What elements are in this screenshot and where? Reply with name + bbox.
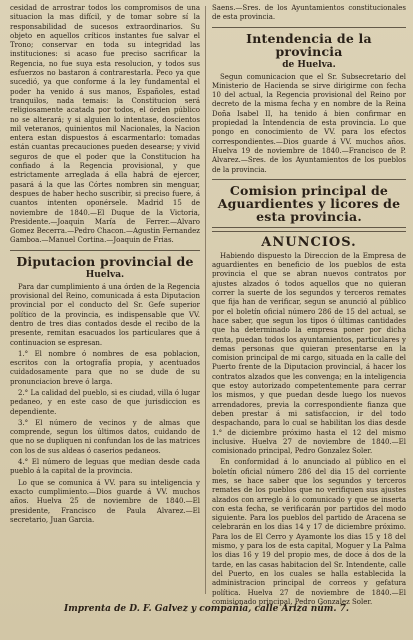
diputacion-item-4: 4.° El número de leguas que median desde cada pueblo á la capital de la provincia. <box>10 458 200 476</box>
diputacion-subtitle: Huelva. <box>85 269 125 280</box>
anuncio-text-1: Habiendo dispuesto la Direccion de la Empresa de aguardientes en beneficio de los pueblos de esta provincia el que se abran nuevos contratos por ajustes alzados ó todos aquellos que no quieran correr la suerte de los segundos y terceros remates que fija han de verificar, segun se anunció al público por el boletín oficial número 286 de 15 del actual, se hace saber, que segun los tipos ó últimas cantidades que ha determinado la empresa poner por dicha renta, puedan todos los ayuntamientos, particulares y demas personas que quieran presentarse en la comision principal de mi cargo, situada en la calle del Puerto frente de la Diputacion provincial, á hacer los contratos alzados que les convenga; en la inteligencia que estoy autorizado competentemente para cerrar los mismos, y que puedan desde luego los nuevos arrendadores, previa la correspondiente fianza que deben prestar á mi satisfaccion, ir del todo despachando, para lo cual se habilitan los dias desde 1.° de diciembre próximo hasta el 12 del mismo inclusive. Huelva 27 de noviembre de 1840.—El comisionado principal, Pedro Gonzalez Soler. <box>212 251 406 456</box>
intendencia-title: Intendencia de la provincia <box>246 30 372 59</box>
ayuntamientos-line: Saens.—Sres. de los Ayuntamientos constitucionales de esta provincia. <box>212 4 406 22</box>
intendencia-text: Segun comunicacion que el Sr. Subsecretario del Ministerio de Hacienda se sirve dirigirme con fecha 10 del actual, la Regencia provisional del Reino por decreto de la misma fecha y en nombre de la Reina Doña Isabel II, ha tenido á bien confirmar en propiedad la Intendencia de esta provincia. Lo que pongo en conocimiento de VV. para los efectos correspondientes.—Dios guarde á VV. muchos años. Huelva 19 de noviembre de 1840.—Francisco de P. Alvarez.—Sres. de los Ayuntamientos de los pueblos de la provincia. <box>212 72 406 174</box>
printer-imprint: Imprenta de D. F. Galvez y compañía, calle Ariza núm. 7. <box>63 604 349 614</box>
section-divider <box>212 27 406 28</box>
diputacion-title: Diputacion provincial de <box>16 253 194 269</box>
anuncio-text-2: En conformidad á lo anunciado al público en el boletín oficial número 286 del dia 15 del corriente mes, se hace saber que los segundos y terceros remates de los pueblos que no verifiquen sus ajustes alzados con arreglo á lo comunicado y que se inserta con esta fecha, se verificarán por partidos del modo siguiente. Para los pueblos del partido de Aracena se celebrarán en los dias 14 y 17 de diciembre próximo. Para los de El Cerro y Ayamonte los dias 15 y 18 del mismo, y para los de esta capital, Moguer y La Palma los dias 16 y 19 del propio mes, de doce á dos de la tarde, en las casas habitacion del Sr. Intendente, calle del Puerto, en los cuales se halla establecida la administracion principal de correos y gefatura política. Huelva 27 de noviembre de 1840.—El comisionado principal, Pedro Gonzalez Soler. <box>212 458 406 606</box>
section-divider <box>10 250 200 251</box>
right-column <box>212 4 406 606</box>
diputacion-item-1: 1.° El nombre ó nombres de esa poblacion, escritos con la ortografía propia, y acentuados cuidadosamente para que no se dude de su pronunciacion breve ó larga. <box>10 349 200 386</box>
comision-title: Comision principal de Aguardientes y licores de esta provincia. <box>217 182 401 224</box>
column-divider <box>205 6 206 594</box>
diputacion-closing: Lo que se comunica á VV. para su inteligencia y exacto cumplimiento.—Dios guarde á VV. muchos años. Huelva 25 de noviembre de 1840.—El presidente, Francisco de Paula Alvarez.—El secretario, Juan Garcia. <box>10 478 200 524</box>
anuncios-title: ANUNCIOS. <box>261 234 357 250</box>
intendencia-subtitle: de Huelva. <box>282 59 336 70</box>
diputacion-item-2: 2.° La calidad del pueblo, si es ciudad, villa ó lugar pedaneo, y en este caso de que jurisdiccion es dependiente. <box>10 388 200 416</box>
double-rule <box>212 227 406 232</box>
diputacion-intro: Para dar cumplimiento á una órden de la Regencia provisional del Reino, comunicada á esta Diputacion provincial por el conducto del Sr. Gefe superior político de la provincia, es indispensable que VV. dentro de tres dias contados desde el recibo de la presente, remitan esacuados los particulares que á continuacion se espresan. <box>10 282 200 347</box>
section-divider <box>212 179 406 180</box>
regency-proclamation-text: cesidad de arrostrar todos los compromisos de una situacion la mas difícil, y de tomar sobre sí la responsabilidad de sucesos extraordinarios. Su objeto en aquellos críticos instantes fue salvar el Trono; conservar en toda su integridad las instituciones: si acaso fue preciso sacrificar la Regencia, no fue suya esta resolucion, y todos sus esfuerzos no bastaron á contrarestarla. Peco ya que sucedió, ya que conforme á la ley fundamental el poder ha venido á sus manos, Españoles, estad tranquilos, nada temais: la Constitucion será religiosamente acatada por todos, el órden público no se alterará; y si alguien lo intentase, doscientos mil veteranos, quinientos mil Nacionales, la Nacion entera estan dispuestos á escarmentarlo: tomadas están cuantas precauciones pueden desearse; y vivid seguros de que el poder que la Constitucion ha confiado á la Regencia provisional, y que estrictamente arreglada á ella habrá de ejercer, pasará á la que las Córtes nombren sin menguar, despues de haber hecho suscribir, si preciso fuere, á cuantos intenten oponérsele. Madrid 15 de noviembre de 1840.—El Duque de la Victoria, Presidente.—Joaquin María de Ferrer.—Alvaro Gomez Becerra.—Pedro Chacon.—Agustin Fernandez Gamboa.—Manuel Cortina.—Joaquin de Frias. <box>10 4 200 245</box>
left-column <box>10 4 200 596</box>
diputacion-item-3: 3.° El número de vecinos y de almas que comprende, segun los últimos datos, cuidando de que no se dupliquen ni confundan los de las matrices con los de sus aldeas ó caserios pedaneos. <box>10 418 200 455</box>
